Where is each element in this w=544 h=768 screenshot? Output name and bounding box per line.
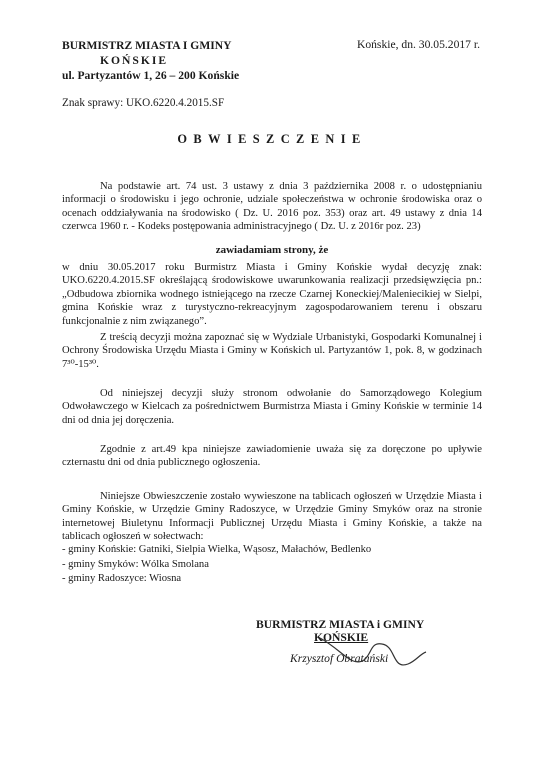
appeal-paragraph: Od niniejszej decyzji służy stronom odwołanie do Samorządowego Kolegium Odwoławczego w Kielcach za pośrednictwem Burmistrza Miasta i Gminy Końskie w terminie 14 dni od dnia jej doręczenia.: [62, 388, 482, 426]
place-date: Końskie, dn. 30.05.2017 r.: [356, 38, 480, 51]
issuer-address: ul. Partyzantów 1, 26 – 200 Końskie: [62, 69, 240, 82]
legal-basis-paragraph: Na podstawie art. 74 ust. 3 ustawy z dnia 3 października 2008 r. o udostępnianiu informacji o środowisku i jego ochronie, udziale społeczeństwa w ochronie środowiska oraz o ocenach oddziaływania na środowisko ( Dz. U. 2016 poz. 353) oraz art. 49 ustawy z dnia 14 czerwca 1960 r. - Kodeks postępowania administracyjnego ( Dz. U. z 2016r poz. 23): [62, 181, 482, 233]
issuer-name: BURMISTRZ MIASTA I GMINY: [62, 39, 232, 52]
list-item: - gminy Smyków: Wólka Smolana: [62, 558, 209, 570]
document-title: OBWIESZCZENIE: [177, 132, 367, 146]
decision-paragraph: w dniu 30.05.2017 roku Burmistrz Miasta i Gminy Końskie wydał decyzję znak: UKO.6220.4.2015.SF określającą środowiskowe uwarunkowania realizacji przedsięwzięcia pn.: „Odbudowa zbiornika wodnego istniejącego na rzecze Czarnej Koneckiej/Maleniecikiej w Sielpi, gmina Końskie wraz z turystyczno-rekreacyjnym zagospodarowaniem terenu i obszaru funkcjonalnie z nim związanego”.: [62, 262, 482, 327]
delivery-paragraph: Zgodnie z art.49 kpa niniejsze zawiadomienie uważa się za doręczone po upływie czternastu dni od dnia publicznego ogłoszenia.: [62, 444, 482, 469]
notification-heading: zawiadamiam strony, że: [215, 244, 329, 256]
access-paragraph: Z treścią decyzji można zapoznać się w Wydziale Urbanistyki, Gospodarki Komunalnej i Ochrony Środowiska Urzędu Miasta i Gminy w Końskich ul. Partyzantów 1, pok. 8, w godzinach 7³⁰-15³⁰.: [62, 332, 482, 370]
signature-title: BURMISTRZ MIASTA i GMINY: [256, 618, 425, 631]
case-reference: Znak sprawy: UKO.6220.4.2015.SF: [62, 97, 225, 109]
list-item: - gminy Końskie: Gatniki, Sielpia Wielka, Wąsosz, Małachów, Bedlenko: [62, 544, 372, 555]
publication-paragraph: Niniejsze Obwieszczenie zostało wywieszone na tablicach ogłoszeń w Urzędzie Miasta i Gminy Końskie, w Urzędzie Gminy Radoszyce, w Urzędzie Gminy Smyków oraz na stronie internetowej Biuletynu Informacji Publicznej Urzędu Miasta i Gminy Końskie, a także na tablicach ogłoszeń w sołectwach:: [62, 491, 482, 543]
list-item: - gminy Radoszyce: Wiosna: [62, 573, 182, 585]
handwritten-signature: [312, 630, 432, 680]
issuer-block: [62, 38, 282, 83]
issuer-town: KOŃSKIE: [100, 54, 169, 67]
signature-town: KOŃSKIE: [314, 631, 369, 644]
village-list: [62, 543, 371, 587]
signatory-name: Krzysztof Obratański: [290, 652, 389, 665]
